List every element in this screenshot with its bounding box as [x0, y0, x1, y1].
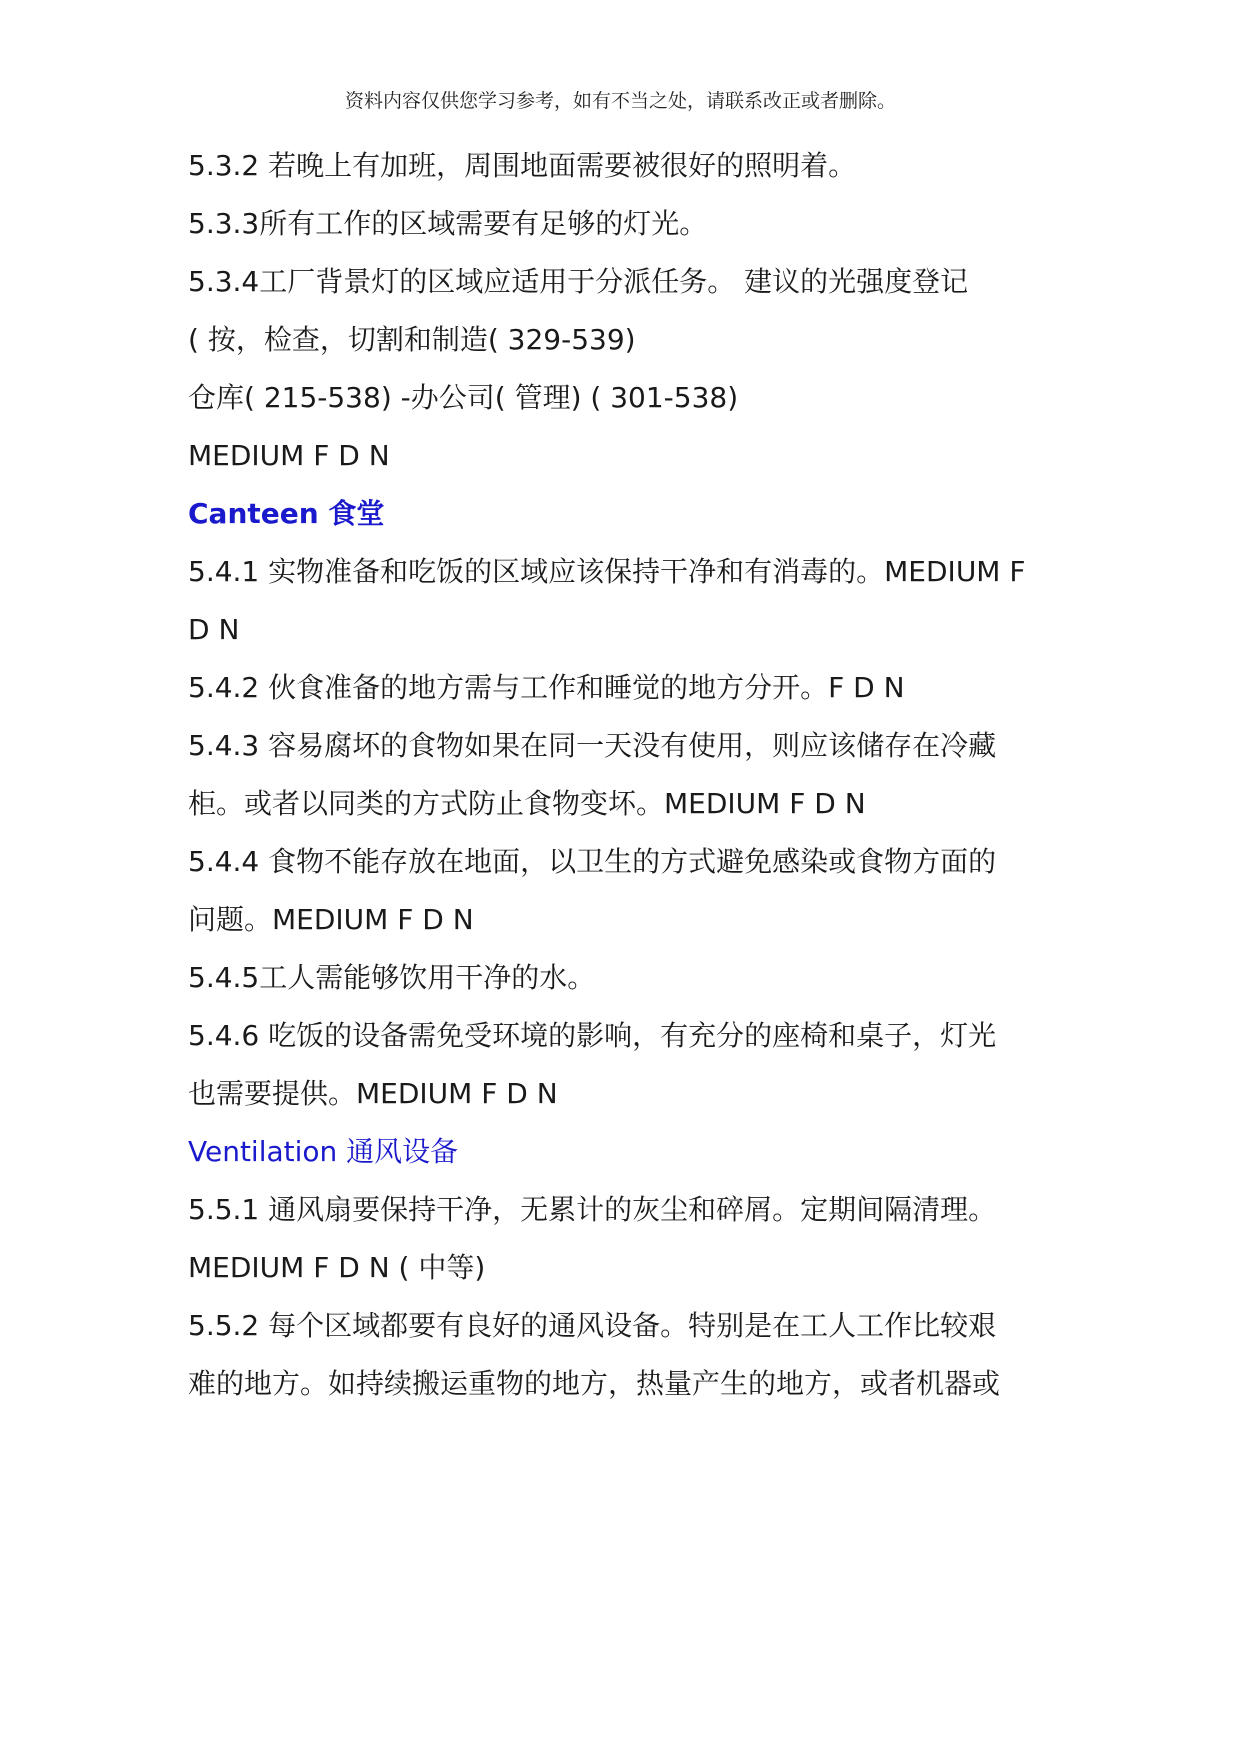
section-heading-canteen: Canteen 食堂: [188, 497, 385, 530]
para-5-4-4: 5.4.4 食物不能存放在地面，以卫生的方式避免感染或食物方面的: [188, 845, 997, 878]
para-5-3-3: 5.3.3所有工作的区域需要有足够的灯光。: [188, 207, 708, 240]
para-5-4-5: 5.4.5工人需能够饮用干净的水。: [188, 961, 596, 994]
para-5-3-2: 5.3.2 若晚上有加班，周围地面需要被很好的照明着。: [188, 149, 857, 182]
section-heading-ventilation: Ventilation 通风设备: [188, 1135, 459, 1168]
para-5-4-6-cont: 也需要提供。MEDIUM F D N: [188, 1077, 558, 1110]
para-5-3-4: 5.3.4工厂背景灯的区域应适用于分派任务。 建议的光强度登记: [188, 265, 969, 298]
para-5-3-4-rating: MEDIUM F D N: [188, 439, 390, 472]
para-5-4-1: 5.4.1 实物准备和吃饭的区域应该保持干净和有消毒的。MEDIUM F: [188, 555, 1026, 588]
para-5-5-1: 5.5.1 通风扇要保持干净，无累计的灰尘和碎屑。定期间隔清理。: [188, 1193, 997, 1226]
para-5-5-2: 5.5.2 每个区域都要有良好的通风设备。特别是在工人工作比较艰: [188, 1309, 997, 1342]
para-5-4-1-cont: D N: [188, 613, 240, 646]
para-5-5-1-rating: MEDIUM F D N ( 中等): [188, 1251, 486, 1284]
page-header-notice: 资料内容仅供您学习参考，如有不当之处，请联系改正或者删除。: [344, 90, 896, 112]
para-5-4-3: 5.4.3 容易腐坏的食物如果在同一天没有使用，则应该储存在冷藏: [188, 729, 997, 762]
para-5-3-4-cont-1: ( 按，检查，切割和制造( 329-539): [188, 323, 636, 356]
para-5-3-4-cont-2: 仓库( 215-538) -办公司( 管理) ( 301-538): [188, 381, 739, 414]
para-5-5-2-cont: 难的地方。如持续搬运重物的地方，热量产生的地方，或者机器或: [188, 1367, 1001, 1400]
para-5-4-3-cont: 柜。或者以同类的方式防止食物变坏。MEDIUM F D N: [188, 787, 866, 820]
para-5-4-2: 5.4.2 伙食准备的地方需与工作和睡觉的地方分开。F D N: [188, 671, 905, 704]
para-5-4-4-cont: 问题。MEDIUM F D N: [188, 903, 474, 936]
para-5-4-6: 5.4.6 吃饭的设备需免受环境的影响，有充分的座椅和桌子，灯光: [188, 1019, 997, 1052]
